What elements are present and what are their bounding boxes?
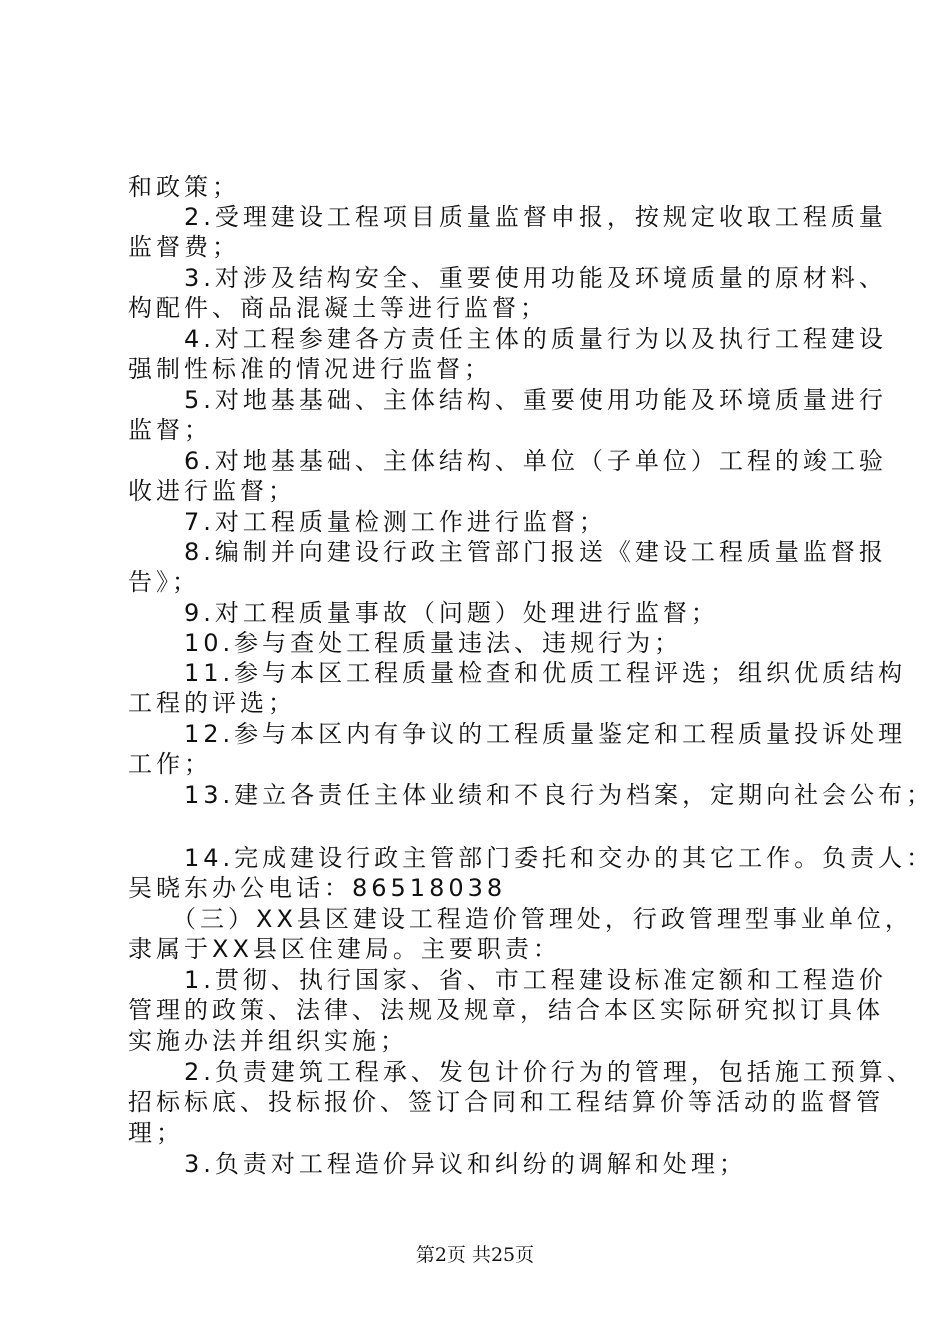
text-line: 6.对地基基础、主体结构、单位（子单位）工程的竣工验 bbox=[128, 447, 887, 475]
text-line: 实施办法并组织实施； bbox=[128, 1027, 408, 1055]
text-line: 13.建立各责任主体业绩和不良行为档案，定期向社会公布； bbox=[128, 781, 935, 809]
document-body bbox=[128, 172, 935, 1179]
text-line: 构配件、商品混凝土等进行监督； bbox=[128, 294, 548, 322]
text-line: 9.对工程质量事故（问题）处理进行监督； bbox=[128, 599, 719, 627]
text-line: 11.参与本区工程质量检查和优质工程评选；组织优质结构 bbox=[128, 659, 907, 687]
blank-line bbox=[128, 810, 838, 843]
text-line: 强制性标准的情况进行监督； bbox=[128, 355, 492, 383]
page-number: 第2页 共25页 bbox=[415, 1244, 535, 1266]
text-line: 10.参与查处工程质量违法、违规行为； bbox=[128, 629, 683, 657]
text-line: 工程的评选； bbox=[128, 689, 296, 717]
text-line: 2.负责建筑工程承、发包计价行为的管理，包括施工预算、 bbox=[128, 1058, 915, 1086]
text-line: 吴晓东办公电话：86518038 bbox=[128, 874, 507, 902]
text-line: 招标标底、投标报价、签订合同和工程结算价等活动的监督管 bbox=[128, 1088, 884, 1116]
text-line: 7.对工程质量检测工作进行监督； bbox=[128, 508, 607, 536]
text-line: 监督费； bbox=[128, 233, 240, 261]
text-line: 隶属于XX县区住建局。主要职责： bbox=[128, 935, 561, 963]
text-line: 12.参与本区内有争议的工程质量鉴定和工程质量投诉处理 bbox=[128, 720, 907, 748]
text-line: 收进行监督； bbox=[128, 477, 296, 505]
text-line: 告》； bbox=[128, 568, 200, 596]
text-line: 8.编制并向建设行政主管部门报送《建设工程质量监督报 bbox=[128, 538, 887, 566]
text-line: 工作； bbox=[128, 750, 212, 778]
text-line: 管理的政策、法律、法规及规章，结合本区实际研究拟订具体 bbox=[128, 996, 884, 1024]
text-line: 1.贯彻、执行国家、省、市工程建设标准定额和工程造价 bbox=[128, 966, 887, 994]
text-line: 3.负责对工程造价异议和纠纷的调解和处理； bbox=[128, 1150, 747, 1178]
text-line: 监督； bbox=[128, 416, 212, 444]
text-line: （三）XX县区建设工程造价管理处，行政管理型事业单位， bbox=[128, 905, 913, 933]
text-line: 14.完成建设行政主管部门委托和交办的其它工作。负责人： bbox=[128, 844, 935, 872]
text-line: 和政策； bbox=[128, 173, 240, 201]
text-line: 理； bbox=[128, 1119, 184, 1147]
text-line: 3.对涉及结构安全、重要使用功能及环境质量的原材料、 bbox=[128, 264, 887, 292]
text-line: 4.对工程参建各方责任主体的质量行为以及执行工程建设 bbox=[128, 325, 887, 353]
text-line: 2.受理建设工程项目质量监督申报，按规定收取工程质量 bbox=[128, 203, 887, 231]
text-line: 5.对地基基础、主体结构、重要使用功能及环境质量进行 bbox=[128, 386, 887, 414]
